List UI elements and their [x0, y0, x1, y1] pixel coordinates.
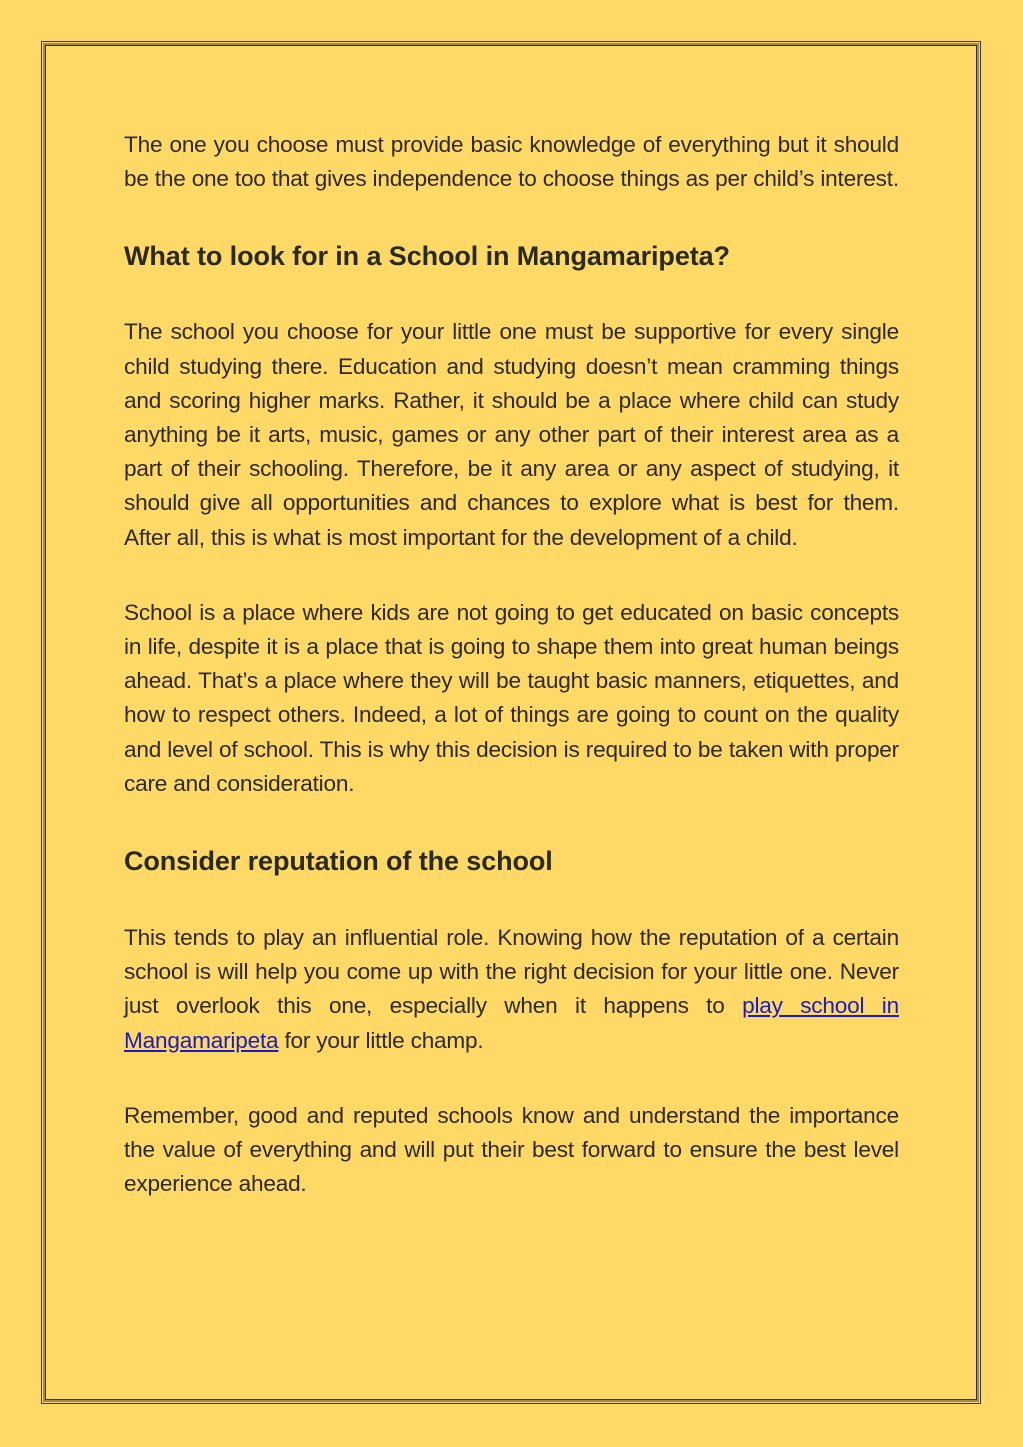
- heading-what-to-look-for: What to look for in a School in Mangamaripeta?: [124, 241, 730, 272]
- paragraph-supportive: The school you choose for your little one must be supportive for every single child studying there. Education and studying doesn’t mean cramming things and scoring higher marks. Rather, it should be a place where child can study anything be it arts, music, games or any other part of their interest area as a part of their schooling. Therefore, be it any area or any aspect of studying, it should give all opportunities and chances to explore what is best for them. After all, this is what is most important for the development of a child.: [124, 319, 899, 550]
- document-body: [124, 124, 899, 1201]
- paragraph-intro: The one you choose must provide basic knowledge of everything but it should be the one too that gives independence to choose things as per child’s interest.: [124, 132, 899, 192]
- paragraph-remember: Remember, good and reputed schools know and understand the importance the value of everything and will put their best forward to ensure the best level experience ahead.: [124, 1102, 899, 1197]
- paragraph-reputation-text-start: This tends to play an influential role. Knowing how the reputation of a certain school is will help you come up with the right decision for your little one. Never just overlook this one, especially when it happens to: [124, 925, 899, 1019]
- play-school-link[interactable]: play school in Mangamaripeta: [124, 993, 899, 1053]
- paragraph-reputation: [124, 921, 899, 1058]
- heading-reputation: Consider reputation of the school: [124, 846, 553, 877]
- paragraph-reputation-text-end: for your little champ.: [278, 1027, 484, 1053]
- paragraph-school-place: School is a place where kids are not going to get educated on basic concepts in life, despite it is a place that is going to shape them into great human beings ahead. That’s a place where they will be taught basic manners, etiquettes, and how to respect others. Indeed, a lot of things are going to count on the quality and level of school. This is why this decision is required to be taken with proper care and consideration.: [124, 599, 899, 796]
